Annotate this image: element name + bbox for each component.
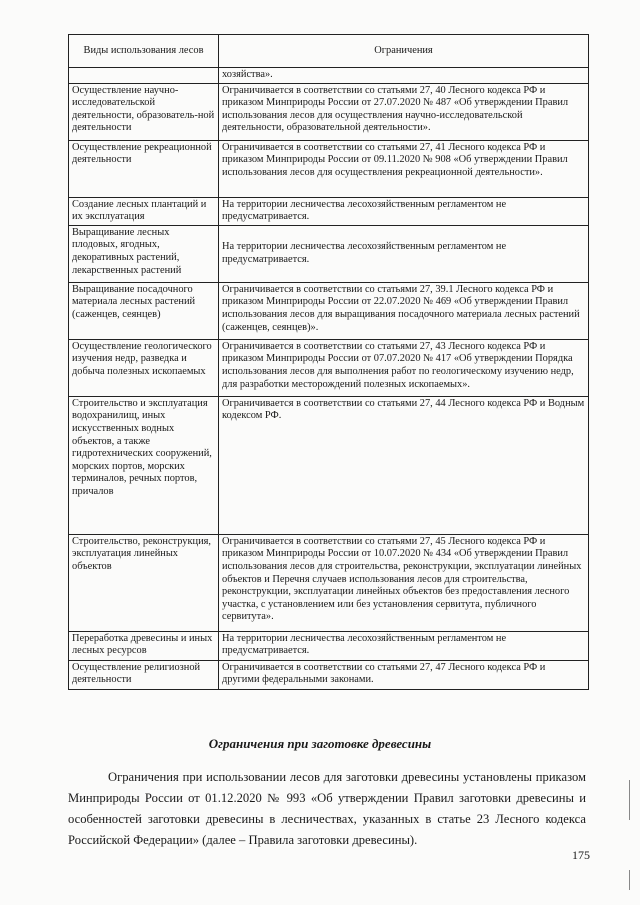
usage-type-cell: Осуществление религиозной деятельности [69, 660, 219, 689]
usage-type-cell: Выращивание посадочного материала лесных растений (саженцев, сеянцев) [69, 282, 219, 339]
restriction-cell: хозяйства». [219, 68, 589, 84]
scan-edge-mark [629, 870, 630, 890]
table-row [69, 225, 589, 282]
table-row [69, 631, 589, 660]
table-header-row [69, 35, 589, 68]
header-restrictions: Ограничения [219, 35, 589, 68]
table-row [69, 534, 589, 631]
usage-type-cell: Строительство, реконструкция, эксплуатация линейных объектов [69, 534, 219, 631]
usage-type-cell: Выращивание лесных плодовых, ягодных, декоративных растений, лекарственных растений [69, 225, 219, 282]
usage-type-cell: Осуществление геологического изучения недр, разведка и добыча полезных ископаемых [69, 339, 219, 396]
body-paragraph: Ограничения при использовании лесов для заготовки древесины установлены приказом Минприроды России от 01.12.2020 № 993 «Об утверждении Правил заготовки древесины и особенностей заготовки древесины в лесничествах, указанных в статье 23 Лесного кодекса Российской Федерации» (далее – Правила заготовки древесины). [68, 770, 586, 847]
section-heading: Ограничения при заготовке древесины [208, 736, 432, 751]
usage-type-cell: Осуществление рекреационной деятельности [69, 140, 219, 197]
usage-type-cell: Переработка древесины и иных лесных ресурсов [69, 631, 219, 660]
table-row [69, 660, 589, 689]
table-row-continuation [69, 68, 589, 84]
restriction-cell: Ограничивается в соответствии со статьями 27, 44 Лесного кодекса РФ и Водным кодексом РФ. [219, 396, 589, 534]
scan-edge-mark [629, 780, 630, 820]
restriction-cell: Ограничивается в соответствии со статьями 27, 43 Лесного кодекса РФ и приказом Минприроды России от 07.07.2020 № 417 «Об утверждении Порядка использования лесов для выполнения работ по геологическому изучению недр, для разработки месторождений полезных ископаемых». [219, 339, 589, 396]
table-row [69, 197, 589, 225]
restriction-cell: Ограничивается в соответствии со статьями 27, 39.1 Лесного кодекса РФ и приказом Минприроды России от 22.07.2020 № 469 «Об утверждении Правил использования лесов для выращивания посадочного материала лесных растений (саженцев, сеянцев)». [219, 282, 589, 339]
restriction-cell: На территории лесничества лесохозяйственным регламентом не предусматривается. [219, 631, 589, 660]
header-usage-type: Виды использования лесов [69, 35, 219, 68]
restriction-cell: Ограничивается в соответствии со статьями 27, 41 Лесного кодекса РФ и приказом Минприроды России от 09.11.2020 № 908 «Об утверждении Правил использования лесов для осуществления рекреационной деятельности». [219, 140, 589, 197]
table-row [69, 396, 589, 534]
usage-type-cell: Осуществление научно-исследовательской деятельности, образователь-ной деятельности [69, 83, 219, 140]
usage-type-cell [69, 68, 219, 84]
table-row [69, 339, 589, 396]
restriction-cell: На территории лесничества лесохозяйственным регламентом не предусматривается. [219, 225, 589, 282]
table-row [69, 83, 589, 140]
page-number: 175 [572, 848, 590, 862]
table-row [69, 282, 589, 339]
restriction-cell: Ограничивается в соответствии со статьями 27, 47 Лесного кодекса РФ и другими федеральными законами. [219, 660, 589, 689]
restriction-cell: Ограничивается в соответствии со статьями 27, 40 Лесного кодекса РФ и приказом Минприроды России от 27.07.2020 № 487 «Об утверждении Правил использования лесов для осуществления научно-исследовательской деятельности, образовательной деятельности». [219, 83, 589, 140]
table-row [69, 140, 589, 197]
restriction-cell: На территории лесничества лесохозяйственным регламентом не предусматривается. [219, 197, 589, 225]
restrictions-table [68, 34, 589, 690]
usage-type-cell: Создание лесных плантаций и их эксплуатация [69, 197, 219, 225]
restriction-cell: Ограничивается в соответствии со статьями 27, 45 Лесного кодекса РФ и приказом Минприроды России от 10.07.2020 № 434 «Об утверждении Правил использования лесов для строительства, реконструкции, эксплуатации линейных объектов и Перечня случаев использования лесов для строительства, реконструкции, эксплуатации линейных объектов без предоставления лесного участка, с установлением или без установления сервитута, публичного сервитута». [219, 534, 589, 631]
usage-type-cell: Строительство и эксплуатация водохранилищ, иных искусственных водных объектов, а также гидротехнических сооружений, морских портов, морских терминалов, речных портов, причалов [69, 396, 219, 534]
